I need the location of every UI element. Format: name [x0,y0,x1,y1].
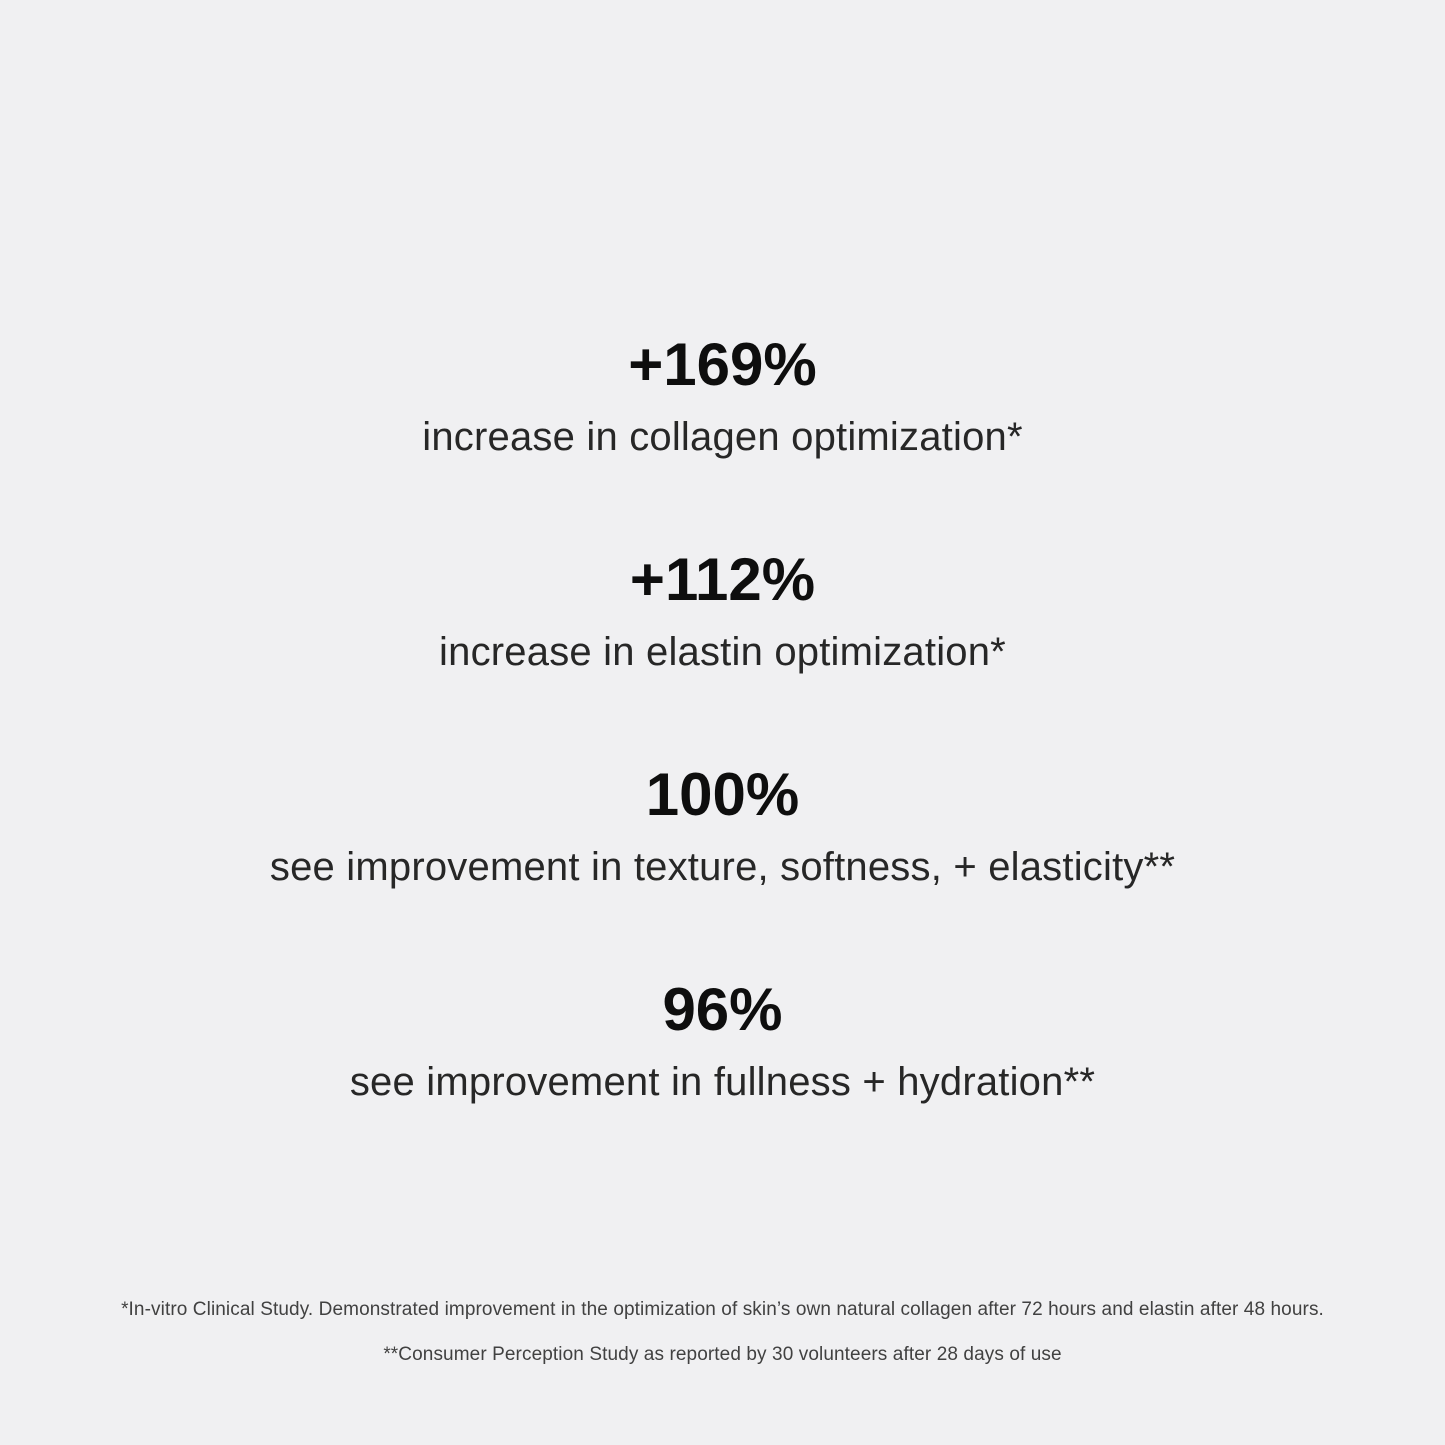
stat-value: +112% [629,546,816,613]
stat-label: see improvement in fullness + hydration** [349,1060,1096,1104]
stat-value: 100% [645,761,800,828]
stat-label: see improvement in texture, softness, + elasticity** [269,845,1176,889]
footnote-consumer-study: **Consumer Perception Study as reported by 30 volunteers after 28 days of use [383,1344,1062,1365]
stat-label: increase in elastin optimization* [439,630,1006,674]
footnote-clinical-study: *In-vitro Clinical Study. Demonstrated improvement in the optimization of skin’s own natural collagen after 72 hours and elastin after 48 hours. [121,1299,1324,1320]
footnotes [0,1300,1445,1364]
stats-list [0,331,1445,1104]
stat-texture [269,761,1176,889]
stat-value: 96% [662,976,783,1043]
stat-label: increase in collagen optimization* [422,415,1023,459]
stat-value: +169% [628,331,817,398]
stat-elastin [439,546,1006,674]
stat-fullness [349,976,1096,1104]
stat-collagen [422,331,1023,459]
